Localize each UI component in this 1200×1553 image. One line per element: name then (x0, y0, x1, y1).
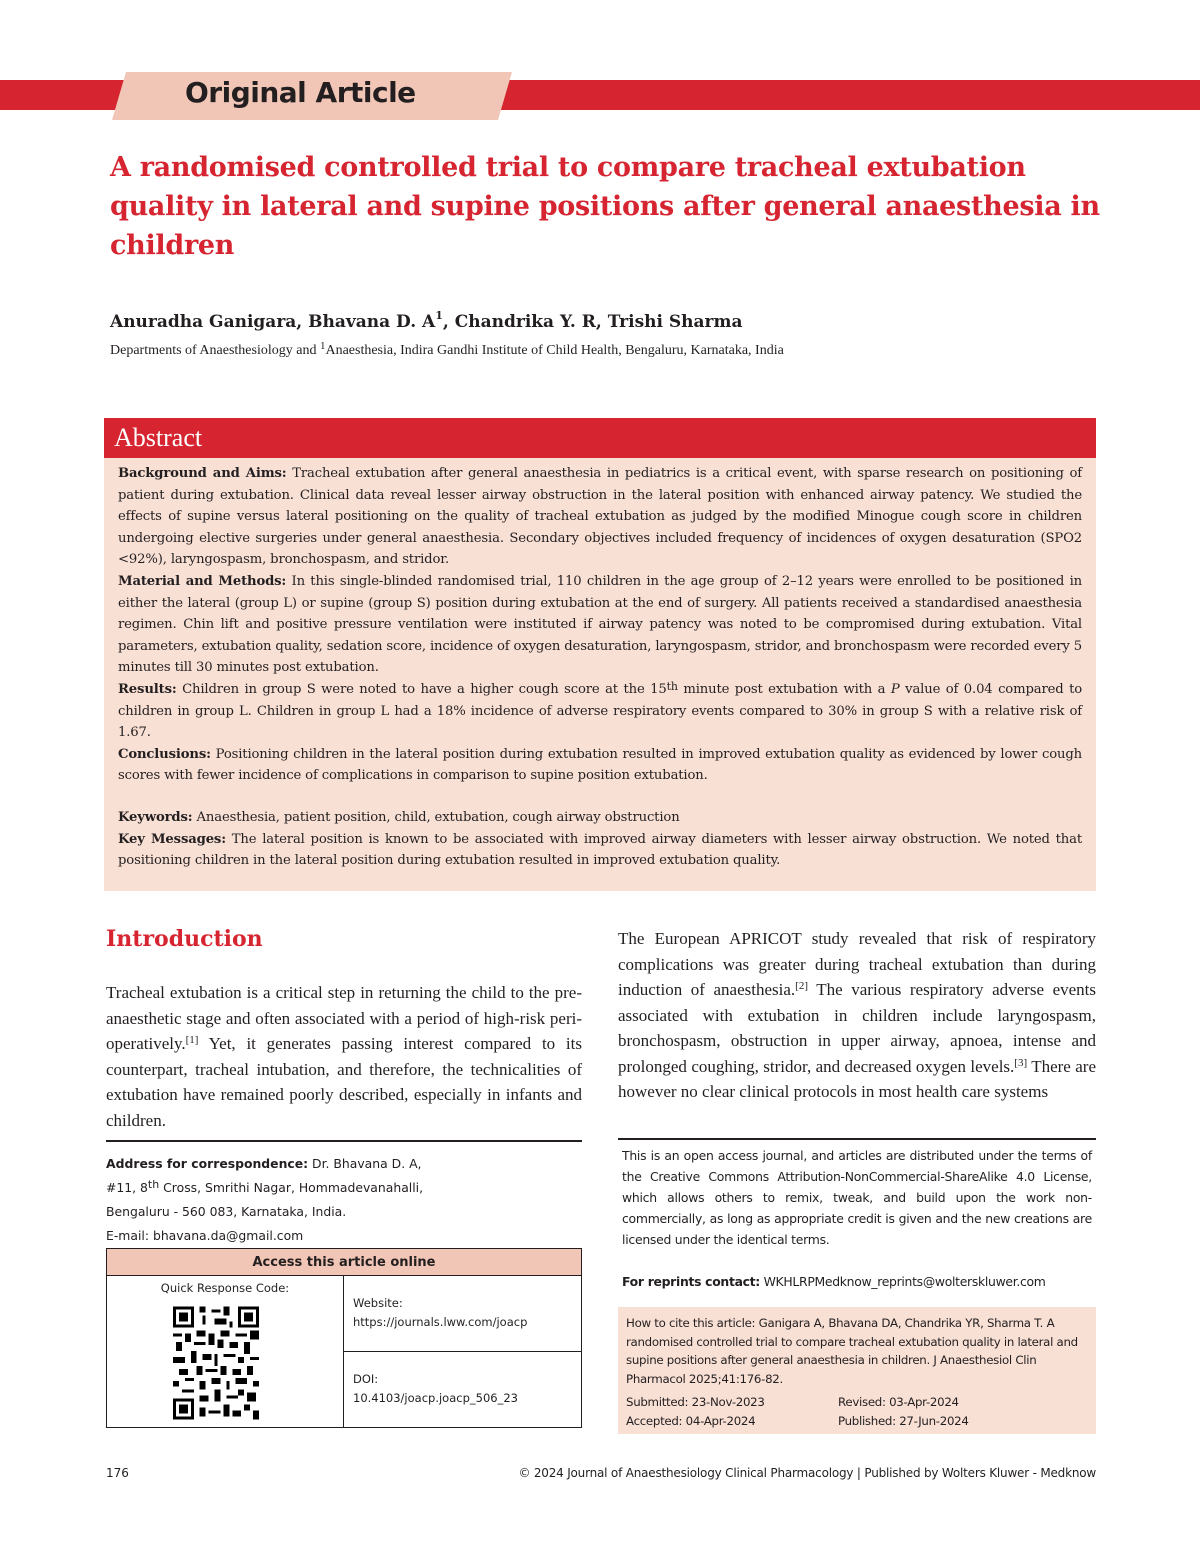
citation-text: How to cite this article: Ganigara A, Bhavana DA, Chandrika YR, Sharma T. A randomised controlled trial to compare tracheal extubation quality in lateral and supine positions after general anaesthesia in children. J Anaesthesiol Clin Pharmacol 2025;41:176-82. (626, 1316, 1078, 1386)
license-notice: This is an open access journal, and articles are distributed under the terms of the Creative Commons Attribution-NonCommercial-ShareAlike 4.0 License, which allows others to remix, tweak, and build upon the work non-commercially, as long as appropriate credit is given and the new creations are licensed under the identical terms. (622, 1148, 1092, 1247)
citation-box (618, 1307, 1096, 1434)
reprints-email[interactable]: WKHLRPMedknow_reprints@wolterskluwer.com (759, 1274, 1046, 1289)
right-divider (618, 1138, 1096, 1140)
access-heading: Access this article online (107, 1249, 581, 1276)
abstract-spacer (118, 787, 1082, 807)
date-published: Published: 27-Jun-2024 (838, 1414, 969, 1428)
correspondence: Address for correspondence: Dr. Bhavana D. A, #11, 8th Cross, Smrithi Nagar, Hommadevanahalli, Bengaluru - 560 083, Karnataka, India. E-mail: bhavana.da@gmail.com (106, 1152, 582, 1248)
abstract-header (104, 418, 1096, 458)
access-online-box (106, 1248, 582, 1428)
citation-ref-2[interactable]: [2] (795, 980, 808, 992)
website-cell (344, 1276, 581, 1352)
reprints-contact: For reprints contact: WKHLRPMedknow_reprints@wolterskluwer.com (622, 1274, 1046, 1289)
date-revised: Revised: 03-Apr-2024 (838, 1395, 959, 1409)
affiliations: Departments of Anaesthesiology and $^1$Anaesthesia, Indira Gandhi Institute of Child Health, Bengaluru, Karnataka, India (110, 340, 784, 358)
abstract-key-messages: Key Messages: The lateral position is known to be associated with improved airway diameters with lesser airway obstruction. We noted that positioning children in the lateral position during extubation resulted in improved extubation quality. (118, 831, 1082, 869)
citation-ref-1[interactable]: [1] (185, 1034, 199, 1046)
introduction-heading: Introduction (106, 926, 263, 952)
website-label: Website: (353, 1296, 403, 1310)
abstract-background: Background and Aims: Tracheal extubation after general anaesthesia in pediatrics is a critical event, with sparse research on positioning of patient during extubation. Clinical data reveal lesser airway obstruction in the lateral position with enhanced airway patency. We studied the effects of supine versus lateral positioning on the quality of tracheal extubation as judged by the modified Minogue cough score in children undergoing elective surgeries under general anaesthesia. Secondary objectives included frequency of incidences of oxygen desaturation (SPO2 <92%), laryngospasm, bronchospasm, and stridor. (118, 466, 1082, 568)
correspondence-email[interactable]: E-mail: bhavana.da@gmail.com (106, 1228, 304, 1243)
date-submitted: Submitted: 23-Nov-2023 (626, 1395, 765, 1409)
article-type-label: Original Article (185, 76, 416, 109)
journal-footer: © 2024 Journal of Anaesthesiology Clinical Pharmacology | Published by Wolters Kluwer - Medknow (518, 1466, 1096, 1480)
abstract-results: Results: Children in group S were noted to have a higher cough score at the 15th minute post extubation with a P value of 0.04 compared to children in group L. Children in group L had a 18% incidence of adverse respiratory events compared to 30% in group S with a relative risk of 1.67. (118, 679, 1083, 741)
abstract-keywords: Keywords: Anaesthesia, patient position, child, extubation, cough airway obstruction (118, 809, 680, 825)
citation-ref-3[interactable]: [3] (1014, 1056, 1028, 1069)
author-list: Anuradha Ganigara, Bhavana D. $A^1$, Chandrika Y. R, Trishi Sharma (110, 309, 743, 332)
abstract-heading: Abstract (114, 423, 203, 452)
page-number: 176 (106, 1466, 129, 1480)
doi-link[interactable]: 10.4103/joacp.joacp_506_23 (353, 1391, 518, 1405)
intro-paragraph-2: The European APRICOT study revealed that risk of respiratory complications was greater during tracheal extubation than during induction of anaesthesia.[2] The various respiratory adverse events associated with extubation in children include laryngospasm, bronchospasm, obstruction in upper airway, apnoea, intense and prolonged coughing, stridor, and decreased oxygen levels.[3] There are however no clear clinical protocols in most health care systems (618, 929, 1096, 1101)
intro-paragraph-1: Tracheal extubation is a critical step in returning the child to the pre-anaesthetic stage and often associated with a period of high-risk peri-operatively.[1] Yet, it generates passing interest compared to its counterpart, tracheal intubation, and therefore, the technicalities of extubation have remained poorly described, especially in infants and children. (106, 983, 582, 1130)
left-divider (106, 1140, 582, 1142)
qr-label: Quick Response Code: (160, 1281, 290, 1295)
doi-label: DOI: (353, 1372, 379, 1386)
website-link[interactable]: https://journals.lww.com/joacp (353, 1315, 528, 1329)
abstract-body (104, 458, 1096, 891)
doi-cell (344, 1352, 581, 1428)
article-title: A randomised controlled trial to compare tracheal extubation quality in lateral and supine positions after general anaesthesia in children (110, 152, 1100, 261)
date-accepted: Accepted: 04-Apr-2024 (626, 1414, 756, 1428)
qr-cell (107, 1276, 344, 1428)
abstract-conclusions: Conclusions: Positioning children in the lateral position during extubation resulted in improved extubation quality as evidenced by lower cough scores with fewer incidence of complications in comparison to supine position extubation. (118, 746, 1082, 784)
qr-code-icon[interactable] (173, 1306, 259, 1420)
abstract-methods: Material and Methods: In this single-blinded randomised trial, 110 children in the age group of 2–12 years were enrolled to be positioned in either the lateral (group L) or supine (group S) position during extubation at the end of surgery. All patients received a standardised anaesthesia regimen. Chin lift and positive pressure ventilation were instituted if airway patency was noted to be compromised during extubation. Vital parameters, extubation quality, sedation score, incidence of oxygen desaturation, laryngospasm, stridor, and bronchospasm were recorded every 5 minutes till 30 minutes post extubation. (118, 573, 1082, 676)
